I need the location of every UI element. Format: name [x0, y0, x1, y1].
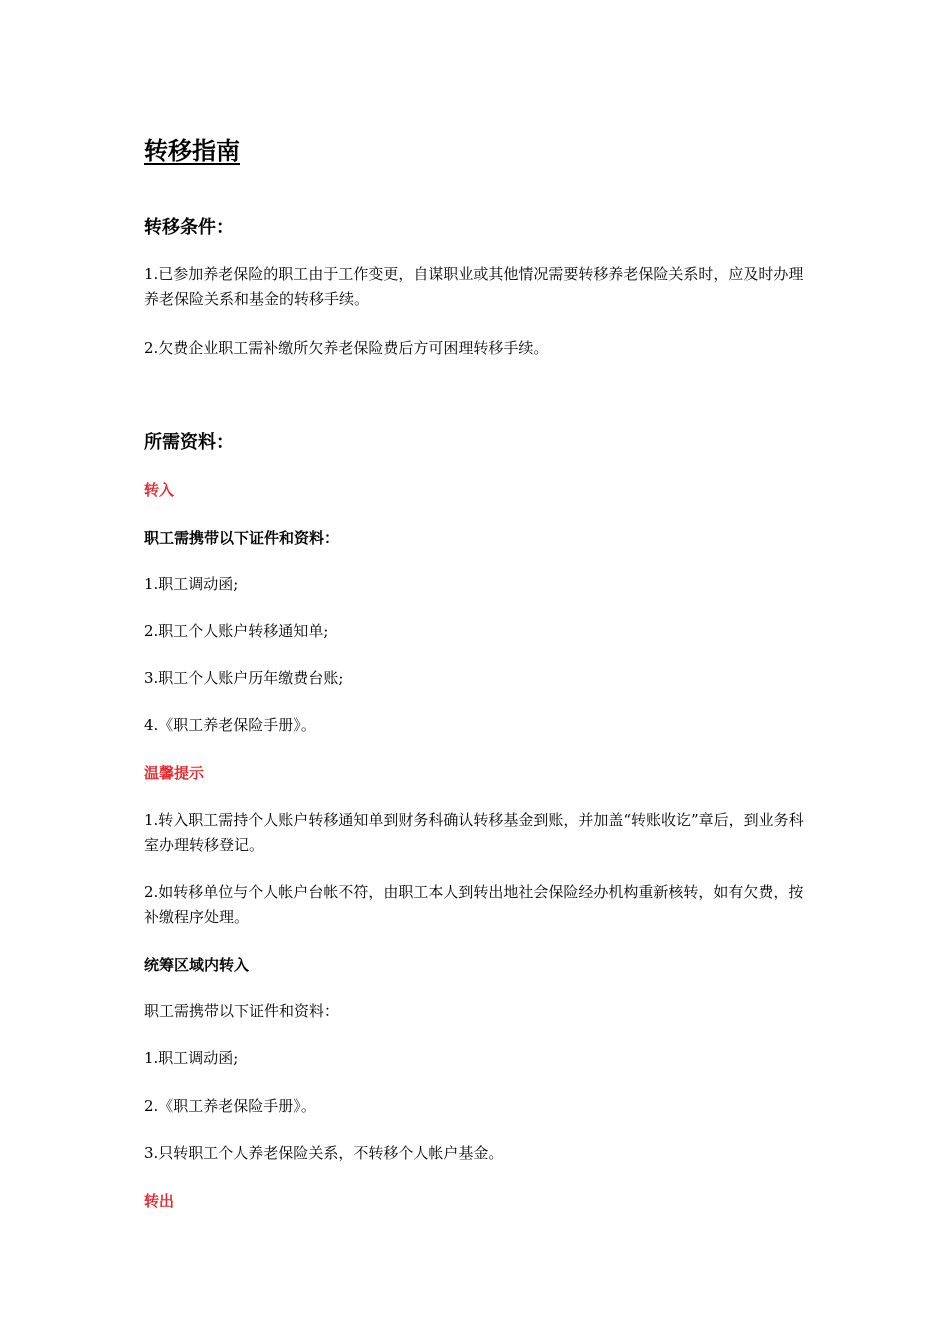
- list-item: 3.职工个人账户历年缴费台账;: [144, 669, 344, 687]
- list-item: 1.职工调动函;: [144, 575, 239, 593]
- list-item: 1.职工调动函;: [144, 1049, 239, 1067]
- transfer-out-heading: 转出: [144, 1192, 175, 1210]
- transfer-in-heading: 转入: [144, 481, 175, 499]
- materials-heading: 所需资料：: [144, 432, 234, 453]
- transfer-in-intro: 职工需携带以下证件和资料：: [144, 529, 340, 547]
- tip-item: 2.如转移单位与个人帐户台帐不符，由职工本人到转出地社会保险经办机构重新核转，如有欠费，按补缴程序处理。: [144, 883, 804, 926]
- conditions-heading: 转移条件：: [144, 217, 234, 238]
- tips-heading: 温馨提示: [144, 764, 205, 782]
- list-item: 2.《职工养老保险手册》。: [144, 1097, 316, 1115]
- conditions-paragraph-2: 2.欠费企业职工需补缴所欠养老保险费后方可困理转移手续。: [144, 339, 549, 357]
- within-region-heading: 统筹区域内转入: [144, 956, 250, 974]
- list-item: 2.职工个人账户转移通知单;: [144, 622, 329, 640]
- list-item: 3.只转职工个人养老保险关系，不转移个人帐户基金。: [144, 1144, 504, 1162]
- conditions-paragraph-1: 1.已参加养老保险的职工由于工作变更，自谋职业或其他情况需要转移养老保险关系时，应及时办理养老保险关系和基金的转移手续。: [144, 265, 804, 308]
- list-item: 4.《职工养老保险手册》。: [144, 716, 316, 734]
- page-title: 转移指南: [144, 137, 240, 165]
- tip-item: 1.转入职工需持个人账户转移通知单到财务科确认转移基金到账，并加盖“转账收讫”章后，到业务科室办理转移登记。: [144, 811, 804, 854]
- within-region-intro: 职工需携带以下证件和资料：: [144, 1002, 340, 1020]
